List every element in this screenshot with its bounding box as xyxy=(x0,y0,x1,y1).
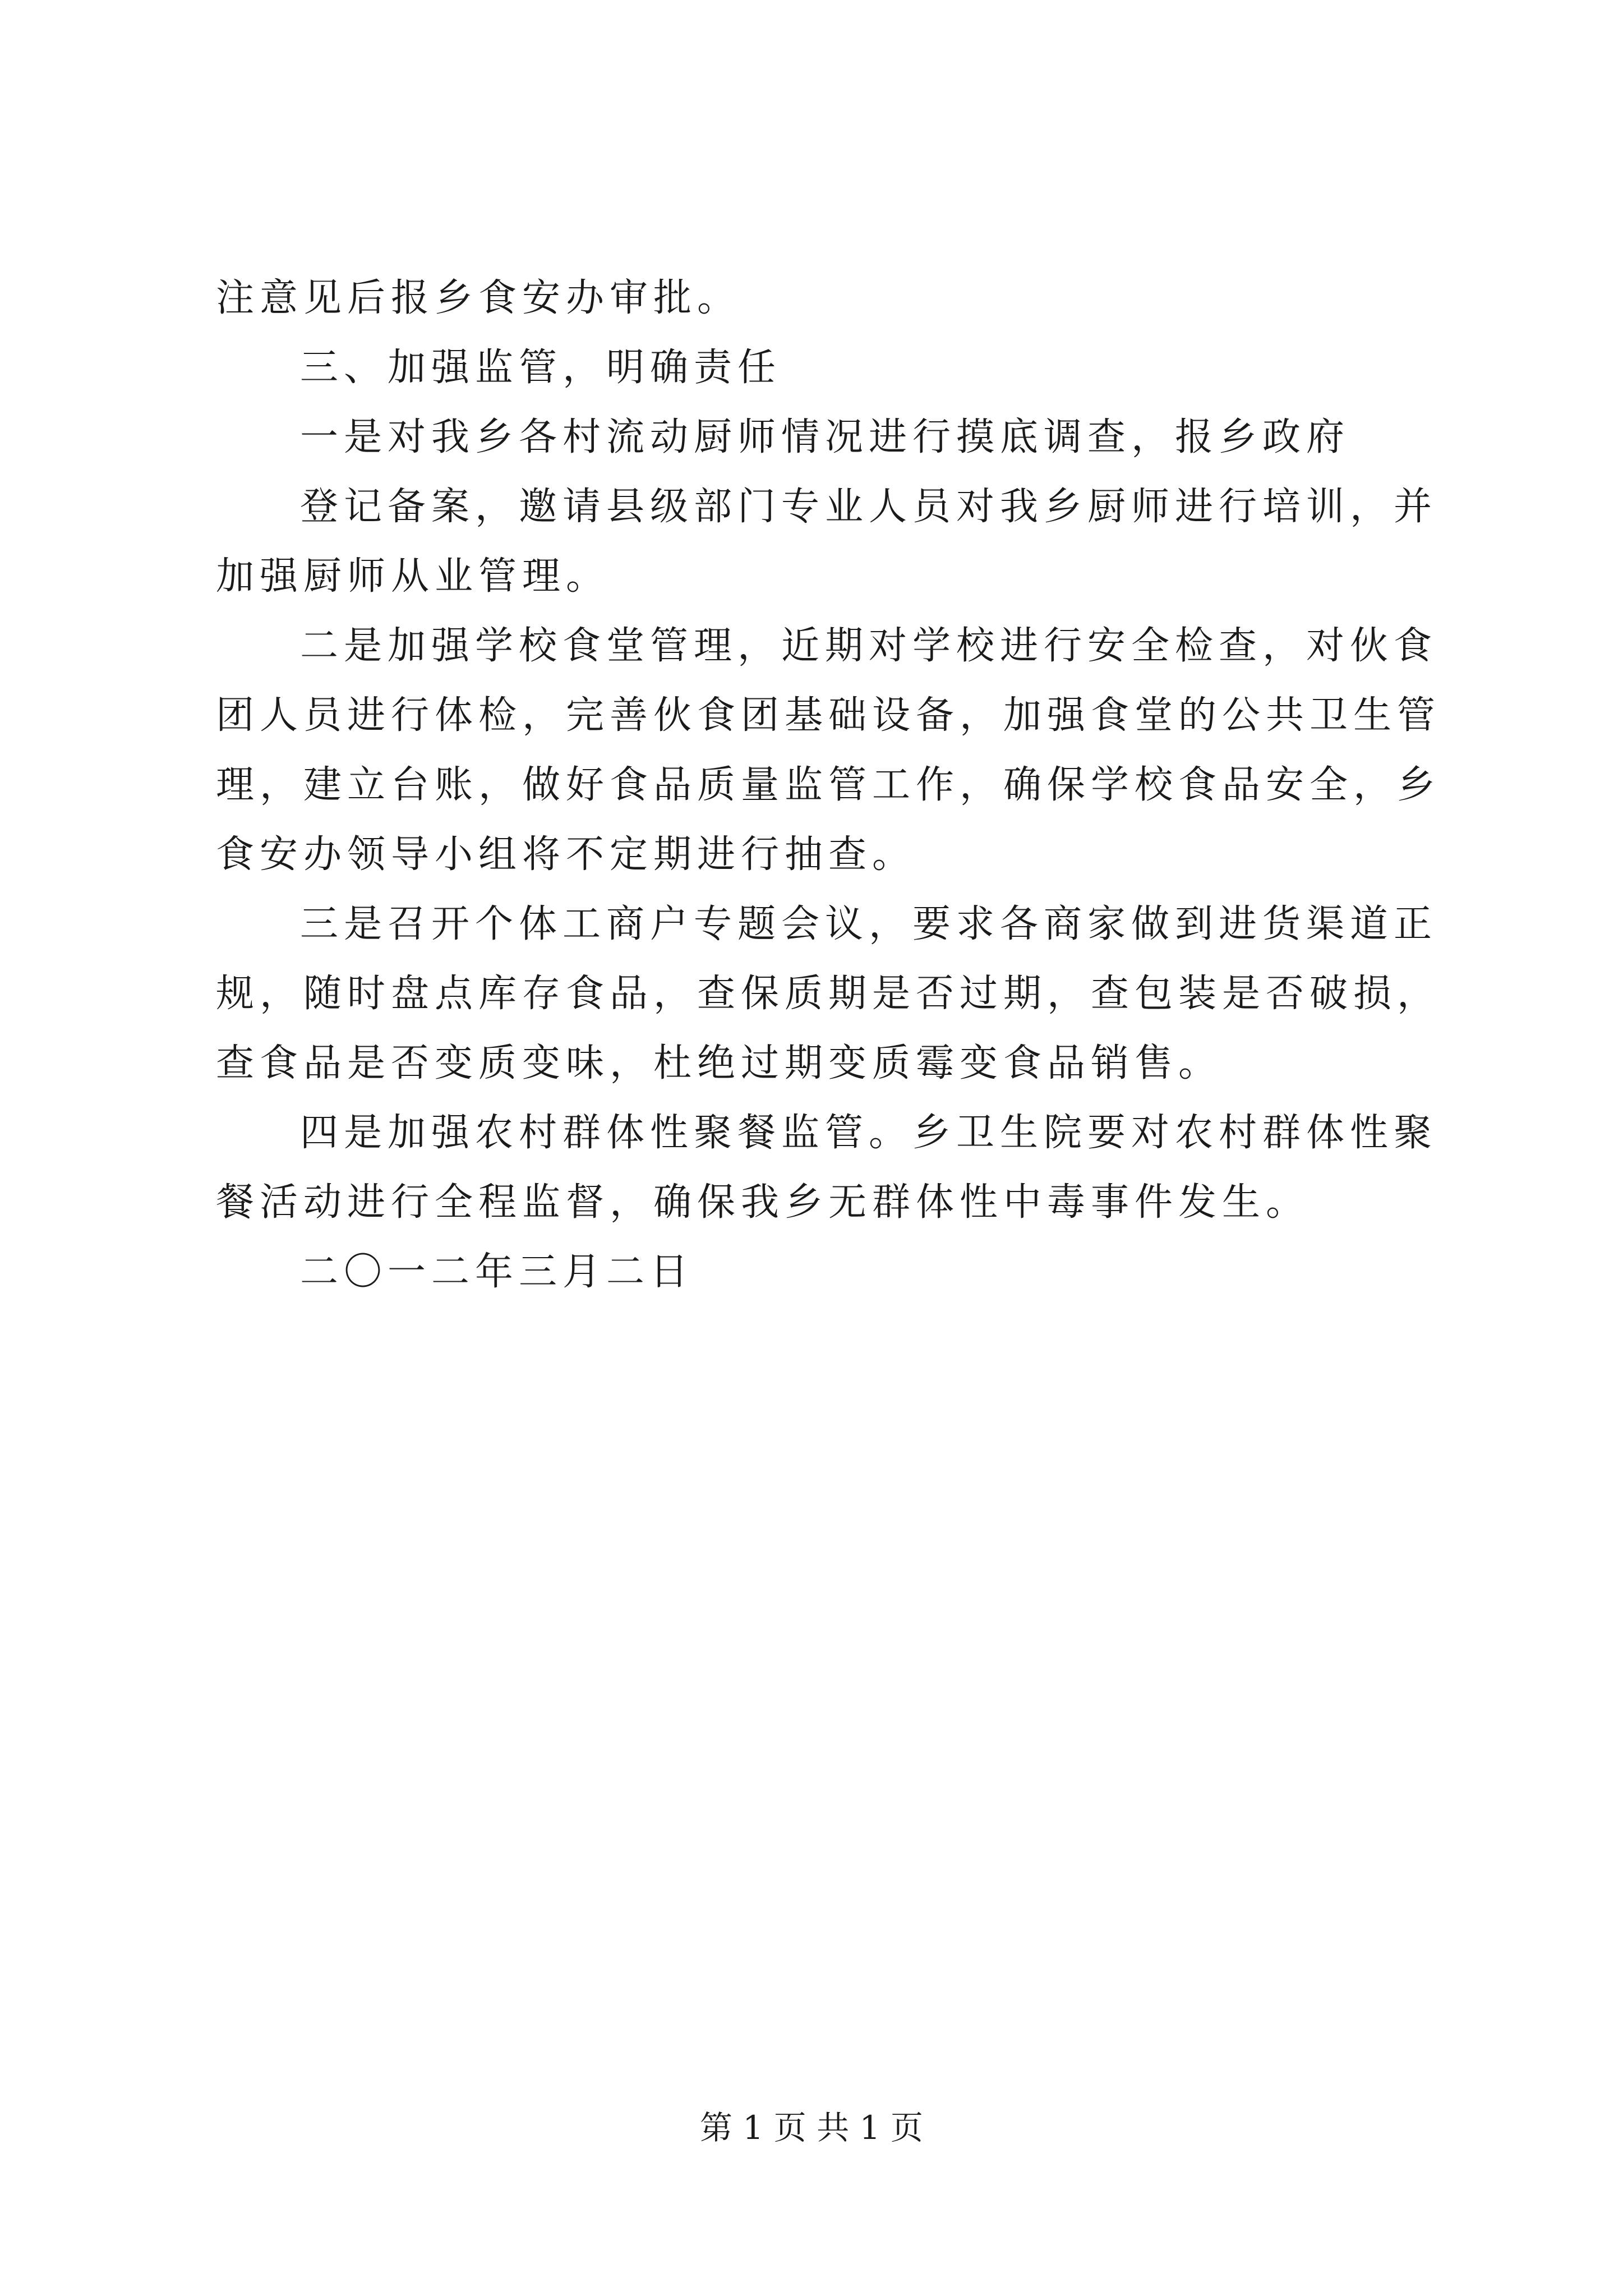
paragraph-line: 四是加强农村群体性聚餐监管。乡卫生院要对农村群体性聚 xyxy=(300,1111,1438,1155)
paragraph-line: 查食品是否变质变味，杜绝过期变质霉变食品销售。 xyxy=(216,1041,1223,1085)
paragraph-line: 二是加强学校食堂管理，近期对学校进行安全检查，对伙食 xyxy=(300,624,1438,668)
paragraph-line: 登记备案，邀请县级部门专业人员对我乡厨师进行培训，并 xyxy=(300,485,1438,529)
paragraph-line: 一是对我乡各村流动厨师情况进行摸底调查，报乡政府 xyxy=(300,415,1350,459)
paragraph-line: 规，随时盘点库存食品，查保质期是否过期，查包装是否破损， xyxy=(216,972,1441,1016)
document-date: 二〇一二年三月二日 xyxy=(300,1250,694,1294)
paragraph-line: 理，建立台账，做好食品质量监管工作，确保学校食品安全，乡 xyxy=(216,763,1441,807)
paragraph-line: 团人员进行体检，完善伙食团基础设备，加强食堂的公共卫生管 xyxy=(216,693,1441,738)
paragraph-line: 餐活动进行全程监督，确保我乡无群体性中毒事件发生。 xyxy=(216,1180,1310,1225)
paragraph-line: 加强厨师从业管理。 xyxy=(216,554,610,599)
section-heading: 三、加强监管，明确责任 xyxy=(300,346,782,390)
document-body xyxy=(216,264,1441,1307)
paragraph-line: 注意见后报乡食安办审批。 xyxy=(216,276,741,320)
paragraph-line: 食安办领导小组将不定期进行抽查。 xyxy=(216,832,916,877)
paragraph-line: 三是召开个体工商户专题会议，要求各商家做到进货渠道正 xyxy=(300,902,1438,946)
page-number-footer: 第 1 页 共 1 页 xyxy=(700,2109,923,2147)
